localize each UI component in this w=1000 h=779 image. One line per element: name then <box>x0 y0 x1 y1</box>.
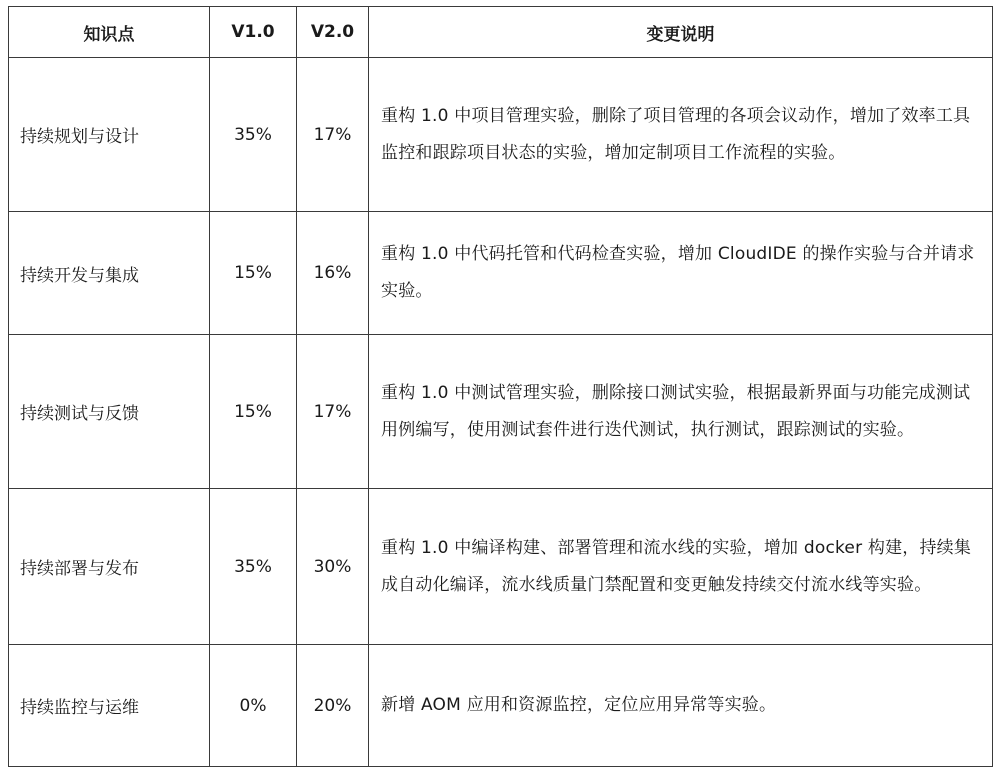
change-table-container <box>8 6 993 767</box>
table-row <box>9 645 993 767</box>
change-table <box>8 6 993 767</box>
row-v2-percent: 17% <box>297 58 369 212</box>
row-v1-percent: 35% <box>210 489 297 645</box>
row-topic: 持续部署与发布 <box>9 489 210 645</box>
row-v1-percent: 15% <box>210 212 297 335</box>
header-desc: 变更说明 <box>369 7 993 58</box>
row-description-text: 重构 1.0 中测试管理实验，删除接口测试实验，根据最新界面与功能完成测试用例编写，使用测试套件进行迭代测试，执行测试，跟踪测试的实验。 <box>381 382 971 440</box>
row-v2-percent: 16% <box>297 212 369 335</box>
row-description <box>369 58 993 212</box>
row-v1-percent: 15% <box>210 335 297 489</box>
row-description-text: 重构 1.0 中代码托管和代码检查实验，增加 CloudIDE 的操作实验与合并请求实验。 <box>381 244 975 301</box>
table-row <box>9 489 993 645</box>
row-description-text: 重构 1.0 中编译构建、部署管理和流水线的实验，增加 docker 构建，持续集成自动化编译，流水线质量门禁配置和变更触发持续交付流水线等实验。 <box>381 537 972 595</box>
row-v2-percent: 17% <box>297 335 369 489</box>
row-description <box>369 335 993 489</box>
table-row <box>9 58 993 212</box>
row-description-text: 新增 AOM 应用和资源监控，定位应用异常等实验。 <box>381 695 777 715</box>
row-description-text: 重构 1.0 中项目管理实验，删除了项目管理的各项会议动作，增加了效率工具监控和跟踪项目状态的实验，增加定制项目工作流程的实验。 <box>381 105 971 163</box>
table-row <box>9 335 993 489</box>
row-description <box>369 489 993 645</box>
row-description <box>369 212 993 335</box>
header-v2: V2.0 <box>297 7 369 58</box>
row-topic: 持续开发与集成 <box>9 212 210 335</box>
row-v2-percent: 20% <box>297 645 369 767</box>
row-topic: 持续规划与设计 <box>9 58 210 212</box>
table-header-row <box>9 7 993 58</box>
header-topic: 知识点 <box>9 7 210 58</box>
row-v2-percent: 30% <box>297 489 369 645</box>
row-v1-percent: 0% <box>210 645 297 767</box>
header-v1: V1.0 <box>210 7 297 58</box>
row-topic: 持续测试与反馈 <box>9 335 210 489</box>
row-topic: 持续监控与运维 <box>9 645 210 767</box>
row-description <box>369 645 993 767</box>
table-row <box>9 212 993 335</box>
row-v1-percent: 35% <box>210 58 297 212</box>
